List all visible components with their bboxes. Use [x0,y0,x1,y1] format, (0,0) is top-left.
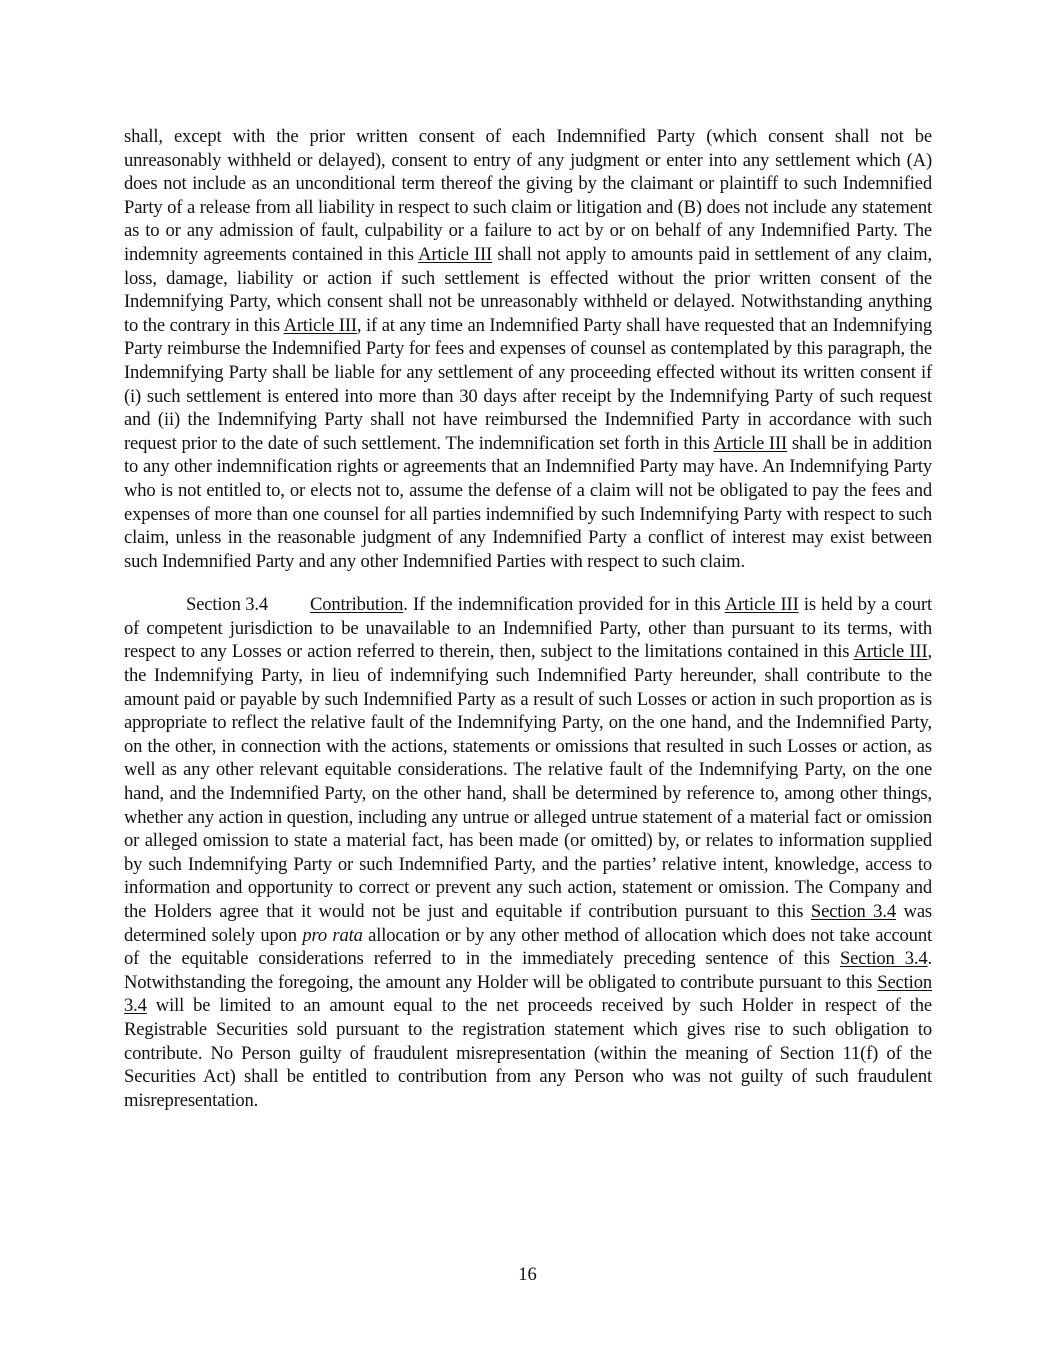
section-3-4-contribution [124,593,932,1112]
text-run: will be limited to an amount equal to the net proceeds received by such Holder in respect of the Registrable Securities sold pursuant to the registration statement which gives rise to such obligation to contribute. No Person guilty of fraudulent misrepresentation (within the meaning of Section 11(f) of the Securities Act) shall be entitled to contribution from any Person who was not guilty of such fraudulent misrepresentation. [124,995,932,1111]
text-run: , if at any time an Indemnified Party shall have requested that an Indemnifying Party reimburse the Indemnified Party for fees and expenses of counsel as contemplated by this paragraph, the Indemnifying Party shall be liable for any settlement of any proceeding effected without its written consent if (i) such settlement is entered into more than 30 days after receipt by the Indemnifying Party of such request and (ii) the Indemnifying Party shall not have reimbursed the Indemnified Party in accordance with such request prior to the date of such settlement. The indemnification set forth in this [124,314,932,454]
text-run: shall be in addition to any other indemnification rights or agreements that an Indemnified Party may have. An Indemnifying Party who is not entitled to, or elects not to, assume the defense of a claim will not be obligated to pay the fees and expenses of more than one counsel for all parties indemnified by such Indemnifying Party with respect to such claim, unless in the reasonable judgment of any Indemnified Party a conflict of interest may exist between such Indemnified Party and any other Indemnified Parties with respect to such claim. [124,432,933,572]
text-run: shall not apply to amounts paid in settlement of any claim, loss, damage, liability or action if such settlement is effected without the prior written consent of the Indemnifying Party, which consent shall not be unreasonably withheld or delayed. Notwithstanding anything to the contrary in this [124,243,932,336]
pro-rata-term: pro rata [302,924,363,946]
section-3-4-reference: Section 3.4 [810,901,896,922]
article-iii-reference: Article III [713,432,788,454]
text-run: was determined solely upon [124,901,933,946]
section-number: Section 3.4 [186,594,269,616]
article-iii-reference: Article III [418,243,493,265]
article-iii-reference: Article III [283,314,357,336]
article-iii-reference: Article III [853,641,928,663]
page-number: 16 [518,1264,537,1285]
text-run: allocation or by any other method of allocation which does not take account of the equitable considerations referred to in the immediately preceding sentence of this [124,924,933,970]
section-3-4-reference: Section 3.4 [839,948,928,970]
text-run: is held by a court of competent jurisdiction to be unavailable to an Indemnified Party, other than pursuant to its terms, with respect to any Losses or action referred to therein, then, subject to the limitations contained in this [124,594,932,663]
article-iii-reference: Article III [724,594,799,616]
text-run: . If the indemnification provided for in this [403,594,725,616]
paragraph-indemnification-continued [124,125,932,573]
text-run: shall, except with the prior written consent of each Indemnified Party (which consent shall not be unreasonably withheld or delayed), consent to entry of any judgment or enter into any settlement which (A) does not include as an unconditional term thereof the giving by the claimant or plaintiff to such Indemnified Party of a release from all liability in respect to such claim or litigation and (B) does not include any statement as to or any admission of fault, culpability or a failure to act by or on behalf of any Indemnified Party. The indemnity agreements contained in this [124,126,932,265]
text-run: . Notwithstanding the foregoing, the amount any Holder will be obligated to contribute pursuant to this [124,948,933,993]
text-run: , the Indemnifying Party, in lieu of indemnifying such Indemnified Party hereunder, shall contribute to the amount paid or payable by such Indemnified Party as a result of such Losses or action in such proportion as is appropriate to reflect the relative fault of the Indemnifying Party, on the one hand, and the Indemnified Party, on the other, in connection with the actions, statements or omissions that resulted in such Losses or action, as well as any other relevant equitable considerations. The relative fault of the Indemnifying Party, on the one hand, and the Indemnified Party, on the other hand, shall be determined by reference to, among other things, whether any action in question, including any untrue or alleged untrue statement of a material fact or omission or alleged omission to state a material fact, has been made (or omitted) by, or relates to information supplied by such Indemnifying Party or such Indemnified Party, and the parties’ relative intent, knowledge, access to information and opportunity to correct or prevent any such action, statement or omission. The Company and the Holders agree that it would not be just and equitable if contribution pursuant to this [124,641,932,922]
document-page [124,125,932,1112]
section-title: Contribution [310,594,404,616]
section-3-4-reference: Section 3.4 [124,971,932,1017]
